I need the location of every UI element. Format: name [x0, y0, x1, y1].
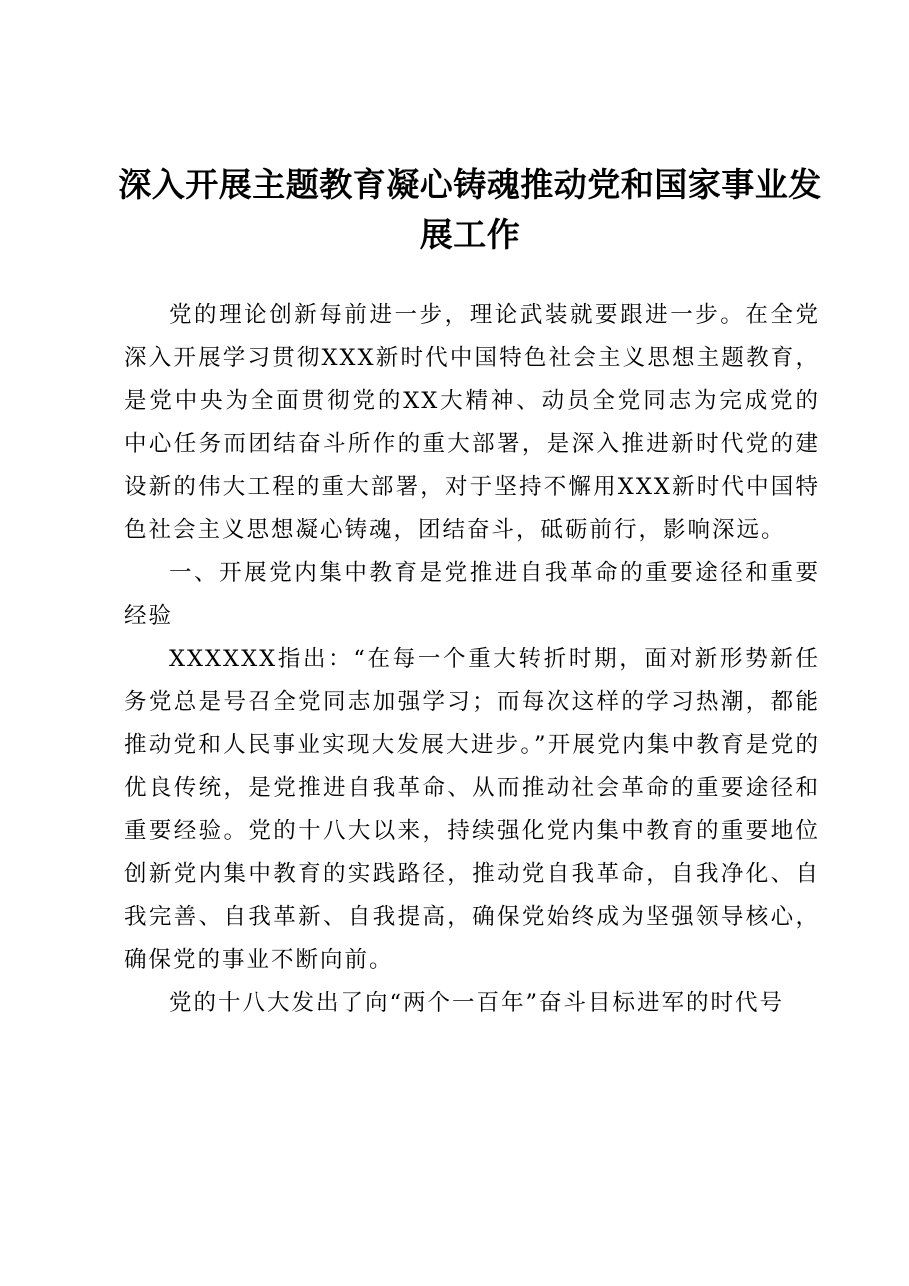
document-body	[124, 294, 820, 1025]
paragraph-section-1: XXXXXX指出：“在每一个重大转折时期，面对新形势新任务党总是号召全党同志加强学习；而每次这样的学习热潮，都能推动党和人民事业实现大发展大进步。”开展党内集中教育是党的优良传统，是党推进自我革命、从而推动社会革命的重要途径和重要经验。党的十八大以来，持续强化党内集中教育的重要地位创新党内集中教育的实践路径，推动党自我革命，自我净化、自我完善、自我革新、自我提高，确保党始终成为坚强领导核心，确保党的事业不断向前。	[124, 646, 820, 973]
section-heading-1: 一、开展党内集中教育是党推进自我革命的重要途径和重要经验	[124, 560, 820, 629]
paragraph-intro: 党的理论创新每前进一步，理论武装就要跟进一步。在全党深入开展学习贯彻XXX新时代中国特色社会主义思想主题教育，是党中央为全面贯彻党的XX大精神、动员全党同志为完成党的中心任务而团结奋斗所作的重大部署，是深入推进新时代党的建设新的伟大工程的重大部署，对于坚持不懈用XXX新时代中国特色社会主义思想凝心铸魂，团结奋斗，砥砺前行，影响深远。	[124, 302, 820, 543]
paragraph-continued: 党的十八大发出了向“两个一百年”奋斗目标进军的时代号	[169, 990, 785, 1016]
document-title: 深入开展主题教育凝心铸魂推动党和国家事业发展工作	[118, 165, 822, 254]
